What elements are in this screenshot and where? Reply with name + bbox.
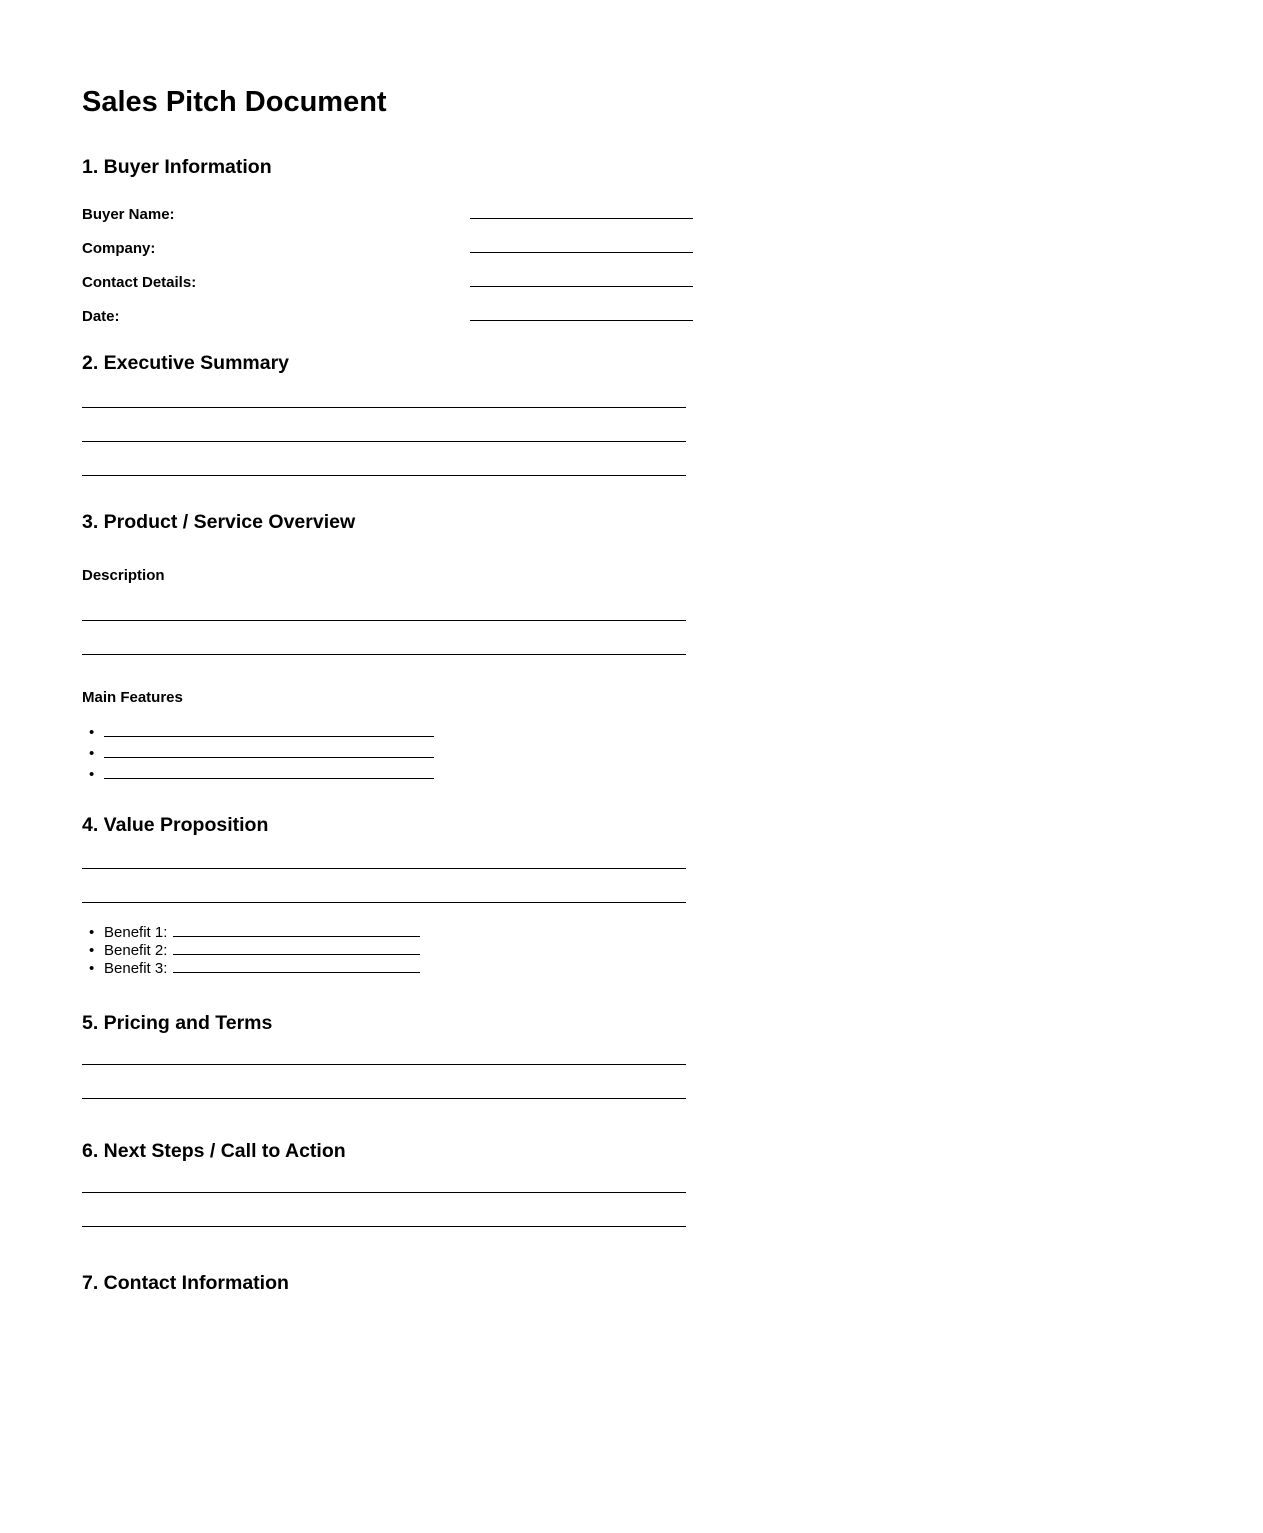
benefit-1-label: Benefit 1: [104, 924, 168, 941]
feature-blank-line [104, 735, 434, 737]
company-blank-line [470, 251, 693, 253]
buyer-name-blank-line [470, 217, 693, 219]
next-steps-blank-line [82, 1192, 686, 1193]
buyer-name-label: Buyer Name: [82, 206, 175, 223]
pricing-blank-line [82, 1098, 686, 1099]
field-row-buyer-name [82, 205, 693, 225]
benefit-2-label: Benefit 2: [104, 942, 168, 959]
main-features-label: Main Features [82, 689, 183, 706]
executive-summary-blank-line [82, 475, 686, 476]
benefit-3-blank-line [173, 971, 420, 973]
field-row-company [82, 239, 693, 259]
date-blank-line [470, 319, 693, 321]
contact-details-label: Contact Details: [82, 274, 197, 291]
field-row-date [82, 307, 693, 327]
heading-next-steps: 6. Next Steps / Call to Action [82, 1140, 346, 1162]
contact-details-blank-line [470, 285, 693, 287]
benefit-item [82, 942, 693, 960]
benefit-3-label: Benefit 3: [104, 960, 168, 977]
description-blank-line [82, 620, 686, 621]
feature-item [82, 722, 693, 743]
date-label: Date: [82, 308, 120, 325]
pricing-blank-line [82, 1064, 686, 1065]
heading-pricing-and-terms: 5. Pricing and Terms [82, 1012, 273, 1034]
benefit-1-blank-line [173, 935, 420, 937]
document-title: Sales Pitch Document [82, 86, 387, 118]
benefit-2-blank-line [173, 953, 420, 955]
feature-blank-line [104, 777, 434, 779]
value-proposition-blank-line [82, 868, 686, 869]
buyer-information-fields [82, 205, 693, 327]
next-steps-blank-line [82, 1226, 686, 1227]
benefits-list [82, 924, 693, 978]
feature-item [82, 764, 693, 785]
field-row-contact-details [82, 273, 693, 293]
document-body [82, 85, 693, 1295]
main-features-list [82, 722, 693, 785]
description-blank-line [82, 654, 686, 655]
value-proposition-blank-line [82, 902, 686, 903]
heading-contact-information: 7. Contact Information [82, 1272, 289, 1294]
feature-item [82, 743, 693, 764]
description-label: Description [82, 567, 165, 584]
benefit-item [82, 960, 693, 978]
company-label: Company: [82, 240, 156, 257]
executive-summary-blank-line [82, 407, 686, 408]
benefit-item [82, 924, 693, 942]
heading-executive-summary: 2. Executive Summary [82, 352, 290, 374]
heading-value-proposition: 4. Value Proposition [82, 814, 269, 836]
heading-product-service-overview: 3. Product / Service Overview [82, 511, 356, 533]
heading-buyer-information: 1. Buyer Information [82, 156, 272, 178]
feature-blank-line [104, 756, 434, 758]
executive-summary-blank-line [82, 441, 686, 442]
